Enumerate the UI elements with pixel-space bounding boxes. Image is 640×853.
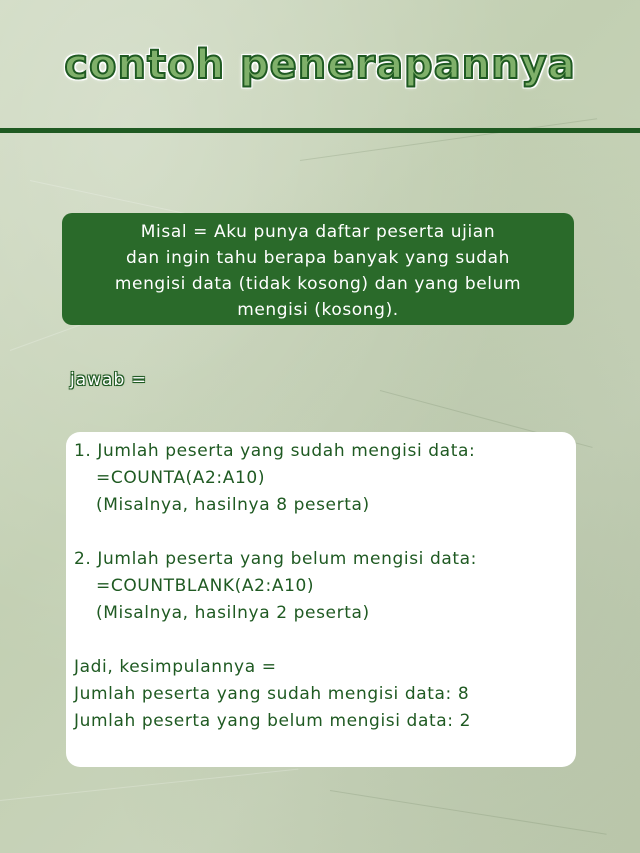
paper-crease: [0, 769, 298, 801]
item2-heading: 2. Jumlah peserta yang belum mengisi data:: [74, 549, 478, 569]
question-line: mengisi (kosong).: [237, 300, 399, 320]
title-divider: [0, 128, 640, 133]
conclusion-line: Jumlah peserta yang belum mengisi data: 2: [74, 711, 471, 731]
item1-formula: =COUNTA(A2:A10): [96, 468, 266, 488]
conclusion-line: Jumlah peserta yang sudah mengisi data: 8: [74, 684, 470, 704]
page-title: contoh penerapannya: [64, 42, 576, 88]
spacer: [74, 519, 568, 546]
item1-heading: 1. Jumlah peserta yang sudah mengisi data:: [74, 441, 476, 461]
item2-formula: =COUNTBLANK(A2:A10): [96, 576, 315, 596]
conclusion-heading: Jadi, kesimpulannya =: [74, 657, 277, 677]
question-box: [62, 213, 574, 325]
item2-note: (Misalnya, hasilnya 2 peserta): [96, 603, 370, 623]
answer-card: [66, 432, 576, 767]
question-line: Misal = Aku punya daftar peserta ujian: [140, 222, 496, 242]
spacer: [74, 627, 568, 654]
question-line: mengisi data (tidak kosong) dan yang belum: [114, 274, 522, 294]
item1-note: (Misalnya, hasilnya 8 peserta): [96, 495, 370, 515]
paper-crease: [300, 118, 597, 161]
paper-crease: [330, 790, 607, 835]
question-line: dan ingin tahu berapa banyak yang sudah: [125, 248, 511, 268]
answer-label: jawab =: [70, 370, 147, 390]
